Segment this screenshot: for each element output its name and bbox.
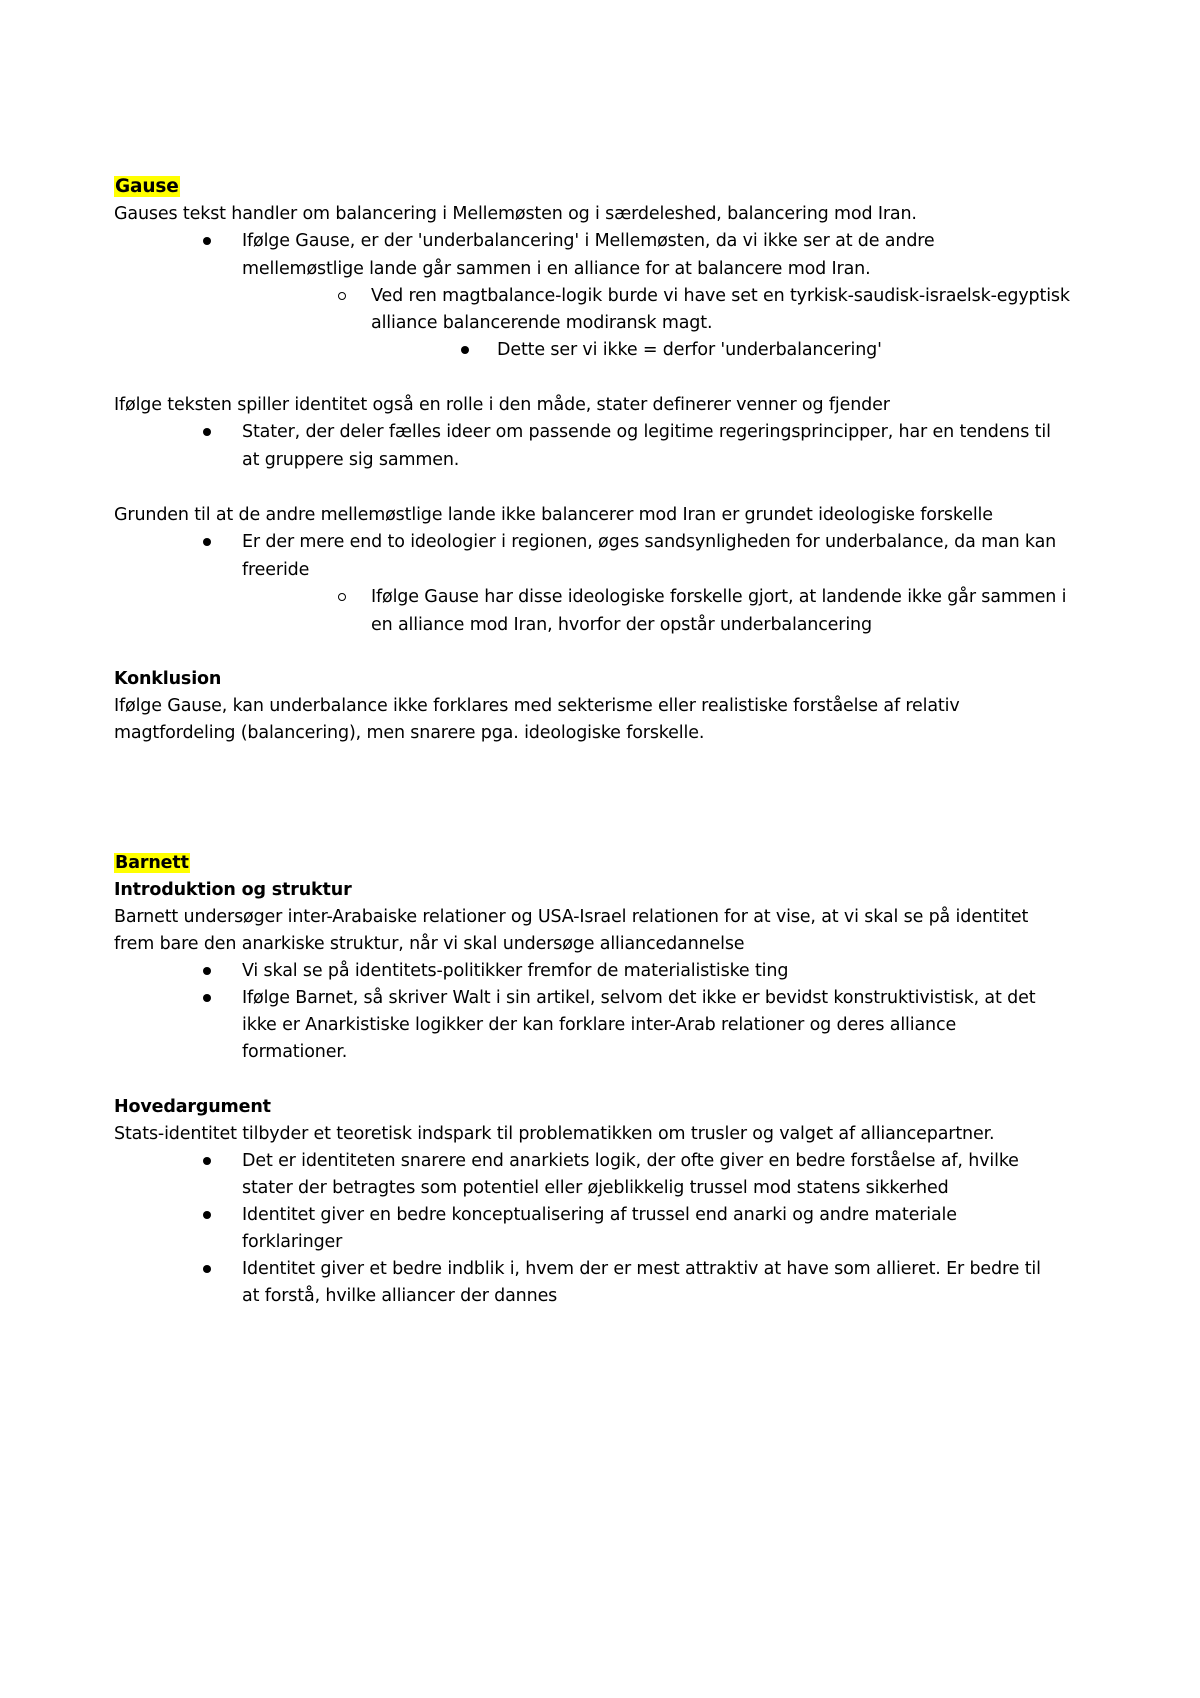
barnett-intro-line-1: Barnett undersøger inter-Arabaiske relationer og USA-Israel relationen for at vise, at vi skal se på identitet bbox=[114, 907, 1029, 927]
konklusion-line-2: magtfordeling (balancering), men snarere pga. ideologiske forskelle. bbox=[114, 723, 705, 743]
bullet-dot-icon bbox=[203, 1157, 211, 1165]
gause-bullet-3-line-1: Er der mere end to ideologier i regionen, øges sandsynligheden for underbalance, da man kan bbox=[242, 532, 1057, 552]
bullet-circle-icon bbox=[338, 593, 346, 601]
gause-subbullet-1-line-1: Ved ren magtbalance-logik burde vi have set en tyrkisk-saudisk-israelsk-egyptisk bbox=[371, 286, 1070, 306]
konklusion-heading: Konklusion bbox=[114, 669, 222, 689]
bullet-dot-icon bbox=[203, 1211, 211, 1219]
gause-heading bbox=[114, 175, 180, 199]
bullet-dot-icon bbox=[203, 1265, 211, 1273]
bullet-dot-icon bbox=[203, 967, 211, 975]
gause-intro: Gauses tekst handler om balancering i Mellemøsten og i særdeleshed, balancering mod Iran. bbox=[114, 204, 917, 224]
gause-bullet-1-line-1: Ifølge Gause, er der 'underbalancering' i Mellemøsten, da vi ikke ser at de andre bbox=[242, 231, 935, 251]
hoved-bullet-2-line-2: forklaringer bbox=[242, 1232, 343, 1252]
hoved-bullet-2-line-1: Identitet giver en bedre konceptualisering af trussel end anarki og andre materiale bbox=[242, 1205, 957, 1225]
gause-paragraph-3: Grunden til at de andre mellemøstlige lande ikke balancerer mod Iran er grundet ideologiske forskelle bbox=[114, 505, 993, 525]
gause-subsubbullet-1: Dette ser vi ikke = derfor 'underbalancering' bbox=[497, 340, 882, 360]
gause-bullet-3-line-2: freeride bbox=[242, 560, 310, 580]
konklusion-line-1: Ifølge Gause, kan underbalance ikke forklares med sekterisme eller realistiske forståelse af relativ bbox=[114, 696, 960, 716]
introduktion-heading: Introduktion og struktur bbox=[114, 880, 352, 900]
hoved-bullet-1-line-2: stater der betragtes som potentiel eller øjeblikkelig trussel mod statens sikkerhed bbox=[242, 1178, 949, 1198]
barnett-bullet-2-line-2: ikke er Anarkistiske logikker der kan forklare inter-Arab relationer og deres alliance bbox=[242, 1015, 957, 1035]
hoved-bullet-3-line-2: at forstå, hvilke alliancer der dannes bbox=[242, 1286, 558, 1306]
hovedargument-paragraph: Stats-identitet tilbyder et teoretisk indspark til problematikken om trusler og valget af alliancepartner. bbox=[114, 1124, 995, 1144]
barnett-bullet-2-line-3: formationer. bbox=[242, 1042, 348, 1062]
hoved-bullet-3-line-1: Identitet giver et bedre indblik i, hvem der er mest attraktiv at have som allieret. Er bedre til bbox=[242, 1259, 1041, 1279]
gause-bullet-2-line-1: Stater, der deler fælles ideer om passende og legitime regeringsprincipper, har en tendens til bbox=[242, 422, 1051, 442]
gause-bullet-1-line-2: mellemøstlige lande går sammen i en alliance for at balancere mod Iran. bbox=[242, 259, 871, 279]
bullet-dot-icon bbox=[461, 346, 469, 354]
gause-title: Gause bbox=[115, 176, 179, 197]
gause-bullet-2-line-2: at gruppere sig sammen. bbox=[242, 450, 460, 470]
barnett-bullet-1: Vi skal se på identitets-politikker fremfor de materialistiske ting bbox=[242, 961, 789, 981]
gause-subbullet-3-line-2: en alliance mod Iran, hvorfor der opstår underbalancering bbox=[371, 615, 872, 635]
barnett-intro-line-2: frem bare den anarkiske struktur, når vi skal undersøge alliancedannelse bbox=[114, 934, 745, 954]
barnett-bullet-2-line-1: Ifølge Barnet, så skriver Walt i sin artikel, selvom det ikke er bevidst konstruktivistisk, at det bbox=[242, 988, 1036, 1008]
bullet-circle-icon bbox=[338, 292, 346, 300]
gause-paragraph-2: Ifølge teksten spiller identitet også en rolle i den måde, stater definerer venner og fjender bbox=[114, 395, 890, 415]
barnett-heading bbox=[114, 851, 190, 875]
gause-subbullet-3-line-1: Ifølge Gause har disse ideologiske forskelle gjort, at landende ikke går sammen i bbox=[371, 587, 1067, 607]
bullet-dot-icon bbox=[203, 994, 211, 1002]
hoved-bullet-1-line-1: Det er identiteten snarere end anarkiets logik, der ofte giver en bedre forståelse af, hvilke bbox=[242, 1151, 1019, 1171]
gause-subbullet-1-line-2: alliance balancerende modiransk magt. bbox=[371, 313, 713, 333]
bullet-dot-icon bbox=[203, 237, 211, 245]
bullet-dot-icon bbox=[203, 538, 211, 546]
barnett-title: Barnett bbox=[115, 853, 189, 873]
bullet-dot-icon bbox=[203, 428, 211, 436]
hovedargument-heading: Hovedargument bbox=[114, 1097, 271, 1117]
